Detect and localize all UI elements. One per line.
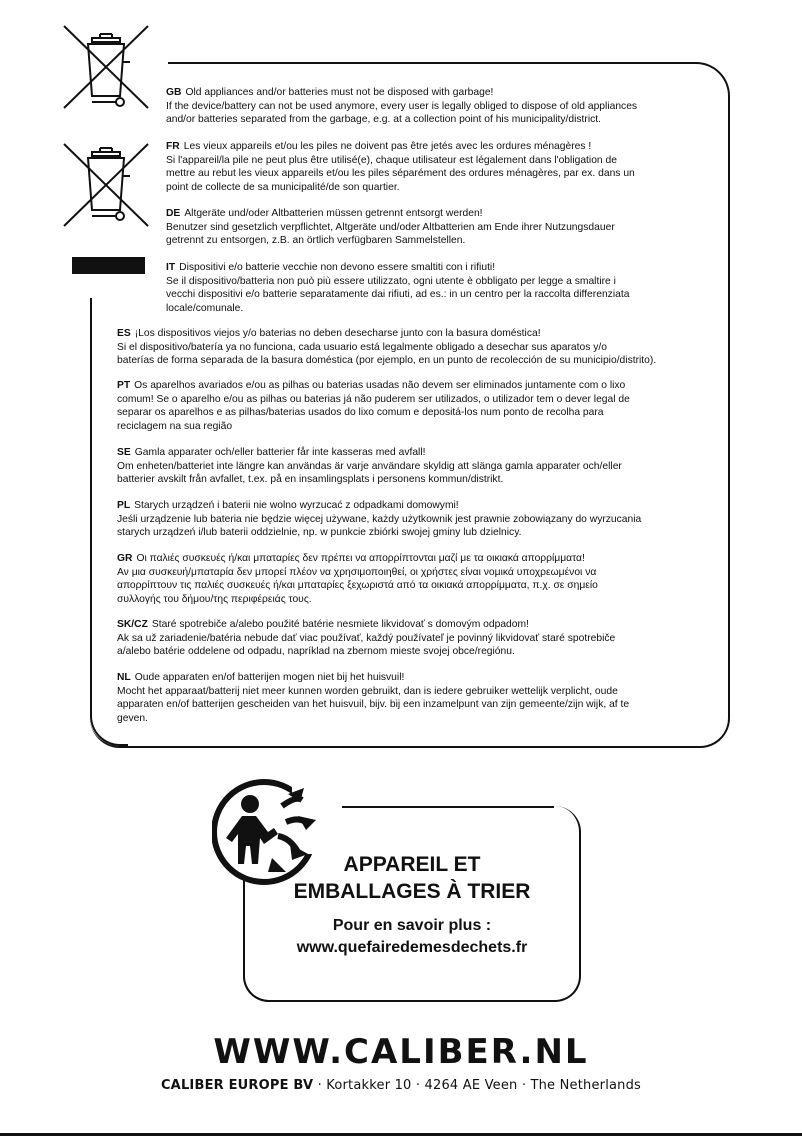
notice-fr: FR Les vieux appareils et/ou les piles ne doivent pas être jetés avec les ordures ménagères ! Si l'appareil/la pile ne peut plus être utilisé(e), chaque utilisateur est légalement dans l'obligation de mettre au rebut les vieux appareils et/ou les piles séparément des ordures ménagères, par ex. dans un point de collecte de sa municipalité/de son quartier. [166,141,635,193]
frame-left-edge [90,298,92,718]
separate-collection-bar [72,257,145,274]
crossed-bin-icon [60,22,152,112]
notice-sk-cz: SK/CZ Staré spotrebiče a/alebo použité batérie nesmiete likvidovať s domovým odpadom! Ak sa už zariadenie/batéria nebude dať viac používať, každý používateľ je povinný likvidovať staré spotrebiče a/alebo batérie oddelene od odpadu, napríklad na zbernom mieste svojej obce/regiónu. [117,619,616,658]
sorting-title-line1: APPAREIL ET [343,853,481,876]
notice-pl: PL Starych urządzeń i baterii nie wolno wyrzucać z odpadkami domowymi! Jeśli urządzenie lub bateria nie będzie więcej używane, każdy użytkownik jest prawnie zobowiązany do wyrzucania starych urządzeń i/lub baterii oddzielnie, np. w punkcie zbiórki swojej gminy lub dzielnicy. [117,500,642,539]
notice-gb: GB Old appliances and/or batteries must not be disposed with garbage! If the device/battery can not be used anymore, every user is legally obliged to dispose of old appliances and/or batteries separated from the garbage, e.g. at a collection point of his municipality/district. [166,87,638,126]
notice-gr: GR Οι παλιές συσκευές ή/και μπαταρίες δεν πρέπει να απορρίπτονται μαζί με τα οικιακά απορρίμματα! Αν μια συσκευή/μπαταρία δεν μπορεί πλέον να χρησιμοποιηθεί, οι χρήστες είναι νομικά υποχρεωμένοι να απορρίπτουν τις παλιές συσκευές ή/και μπαταρίες ξεχωριστά από τα οικιακά απορρίμματα, π.χ. σε σημείο συλλογής του δήμου/της περιφέρειάς τους. [117,553,598,605]
company-address: CALIBER EUROPE BV · Kortakker 10 · 4264 AE Veen · The Netherlands [160,1078,642,1093]
notice-it: IT Dispositivi e/o batterie vecchie non devono essere smaltiti con i rifiuti! Se il dispositivo/batteria non può più essere utilizzato, ogni utente è obbligato per legge a smaltire i vecchi dispositivi e/o batterie separatamente dai rifiuti, ad es.: in un centro per la raccolta differenziata locale/comunale. [166,262,630,314]
crossed-bin-icon [60,140,152,230]
notice-pt: PT Os aparelhos avariados e/ou as pilhas ou baterias usadas não devem ser eliminados juntamente com o lixo comum! Se o aparelho e/ou as pilhas ou baterias já não puderem ser utilizados, o utilizador tem o dever legal de separar os aparelhos e as pilhas/baterias usados do lixo comum e depositá-los num ponto de recolha para reciclagem na sua região [117,380,630,432]
sorting-website: www.quefairedemesdechets.fr [296,939,528,956]
sorting-more-info: Pour en savoir plus : [332,917,492,934]
notice-de: DE Altgeräte und/oder Altbatterien müssen getrennt entsorgt werden! Benutzer sind gesetzlich verpflichtet, Altgeräte und/oder Altbatterien am Ende ihrer Nutzungsdauer getrennt zu entsorgen, z.B. an örtlich verfügbaren Sammelstellen. [166,208,615,247]
notice-se: SE Gamla apparater och/eller batterier får inte kasseras med avfall! Om enheten/batteriet inte längre kan användas är varje användare skyldig att slänga gamla apparater och/eller batterier avskilt från avfallet, t.ex. på en insamlingsplats i personens kommun/distrikt. [117,447,622,486]
company-website: WWW.CALIBER.NL [213,1032,589,1072]
sorting-title-line2: EMBALLAGES À TRIER [293,880,531,903]
notice-nl: NL Oude apparaten en/of batterijen mogen niet bij het huisvuil! Mocht het apparaat/batterij niet meer kunnen worden gebruikt, dan is iedere gebruiker wettelijk verplicht, oude apparaten en/of batterijen gescheiden van het huisvuil, bijv. bij een inzamelpunt van zijn gemeente/zijn wijk, af te geven. [117,672,630,724]
notice-es: ES ¡Los dispositivos viejos y/o baterias no deben desecharse junto con la basura doméstica! Si el dispositivo/batería ya no funciona, cada usuario está legalmente obligado a desechar sus aparatos y/o baterías de forma separada de la basura doméstica (por ejemplo, en un punto de recolección de su municipio/distrito). [117,328,657,367]
